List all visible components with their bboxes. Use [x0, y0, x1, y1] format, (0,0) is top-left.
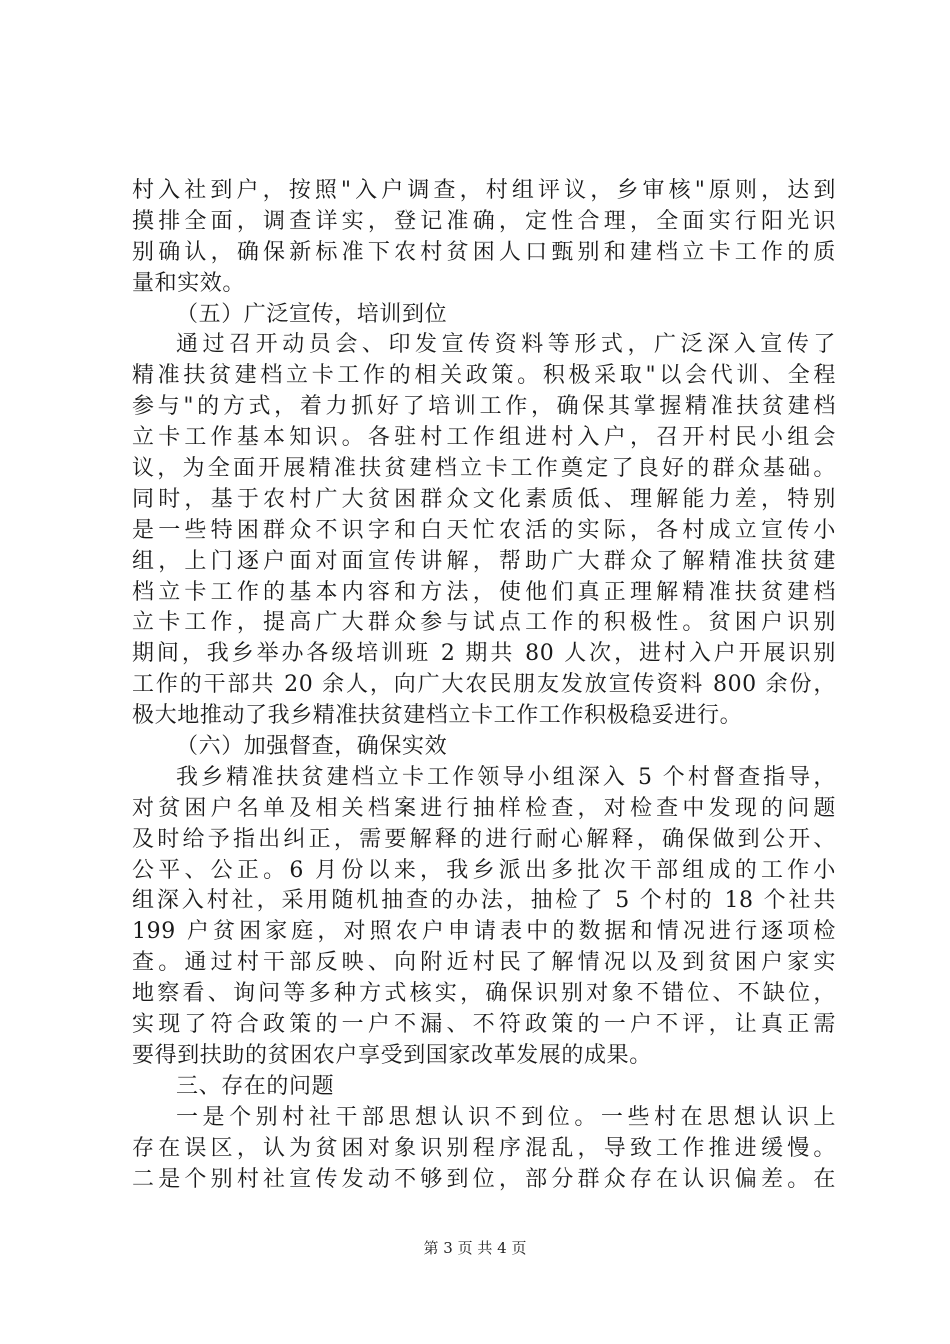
text-line: 组，上门逐户面对面宣传讲解，帮助广大群众了解精准扶贫建	[132, 548, 836, 574]
text-line: 精准扶贫建档立卡工作的相关政策。积极采取"以会代训、全程	[132, 363, 836, 389]
text-line: 立卡工作基本知识。各驻村工作组进村入户，召开村民小组会	[132, 425, 836, 451]
text-line: 参与"的方式，着力抓好了培训工作，确保其掌握精准扶贫建档	[132, 394, 836, 420]
text-line: 199 户贫困家庭，对照农户申请表中的数据和情况进行逐项检	[132, 919, 836, 945]
text-line: 量和实效。	[132, 270, 246, 296]
text-line: 要得到扶助的贫困农户享受到国家改革发展的成果。	[132, 1042, 652, 1068]
page-number: 第 3 页 共 4 页	[423, 1239, 527, 1257]
text-line: 二是个别村社宣传发动不够到位，部分群众存在认识偏差。在	[132, 1166, 836, 1192]
text-line: 立卡工作，提高广大群众参与试点工作的积极性。贫困户识别	[132, 610, 836, 636]
text-line: 别确认，确保新标准下农村贫困人口甄别和建档立卡工作的质	[132, 239, 836, 265]
section-heading: 三、存在的问题	[176, 1073, 335, 1099]
text-line: 极大地推动了我乡精准扶贫建档立卡工作工作积极稳妥进行。	[132, 703, 743, 729]
text-line: 公平、公正。6 月份以来，我乡派出多批次干部组成的工作小	[132, 857, 836, 883]
text-line: 查。通过村干部反映、向附近村民了解情况以及到贫困户家实	[132, 950, 836, 976]
text-line: 我乡精准扶贫建档立卡工作领导小组深入 5 个村督查指导，	[176, 764, 836, 790]
body-text	[132, 176, 836, 1195]
text-line: 对贫困户名单及相关档案进行抽样检查，对检查中发现的问题	[132, 795, 836, 821]
text-line: 工作的干部共 20 余人，向广大农民朋友发放宣传资料 800 余份，	[132, 672, 836, 698]
text-line: 通过召开动员会、印发宣传资料等形式，广泛深入宣传了	[176, 332, 836, 358]
text-line: 组深入村社，采用随机抽查的办法，抽检了 5 个村的 18 个社共	[132, 888, 836, 914]
text-line: 实现了符合政策的一户不漏、不符政策的一户不评，让真正需	[132, 1012, 836, 1038]
text-line: 及时给予指出纠正，需要解释的进行耐心解释，确保做到公开、	[132, 826, 836, 852]
section-heading: （六）加强督查，确保实效	[176, 734, 448, 760]
text-line: 同时，基于农村广大贫困群众文化素质低、理解能力差，特别	[132, 486, 836, 512]
text-line: 一是个别村社干部思想认识不到位。一些村在思想认识上	[176, 1104, 836, 1130]
text-line: 摸排全面，调查详实，登记准确，定性合理，全面实行阳光识	[132, 208, 836, 234]
text-line: 期间，我乡举办各级培训班 2 期共 80 人次，进村入户开展识别	[132, 641, 836, 667]
text-line: 档立卡工作的基本内容和方法，使他们真正理解精准扶贫建档	[132, 579, 836, 605]
text-line: 存在误区，认为贫困对象识别程序混乱，导致工作推进缓慢。	[132, 1135, 836, 1161]
text-line: 议，为全面开展精准扶贫建档立卡工作奠定了良好的群众基础。	[132, 456, 836, 482]
text-line: 村入社到户，按照"入户调查，村组评议，乡审核"原则，达到	[132, 178, 836, 203]
section-heading: （五）广泛宣传，培训到位	[176, 301, 448, 327]
text-line: 地察看、询问等多种方式核实，确保识别对象不错位、不缺位，	[132, 981, 836, 1007]
page-footer	[0, 1238, 950, 1258]
text-line: 是一些特困群众不识字和白天忙农活的实际，各村成立宣传小	[132, 517, 836, 543]
